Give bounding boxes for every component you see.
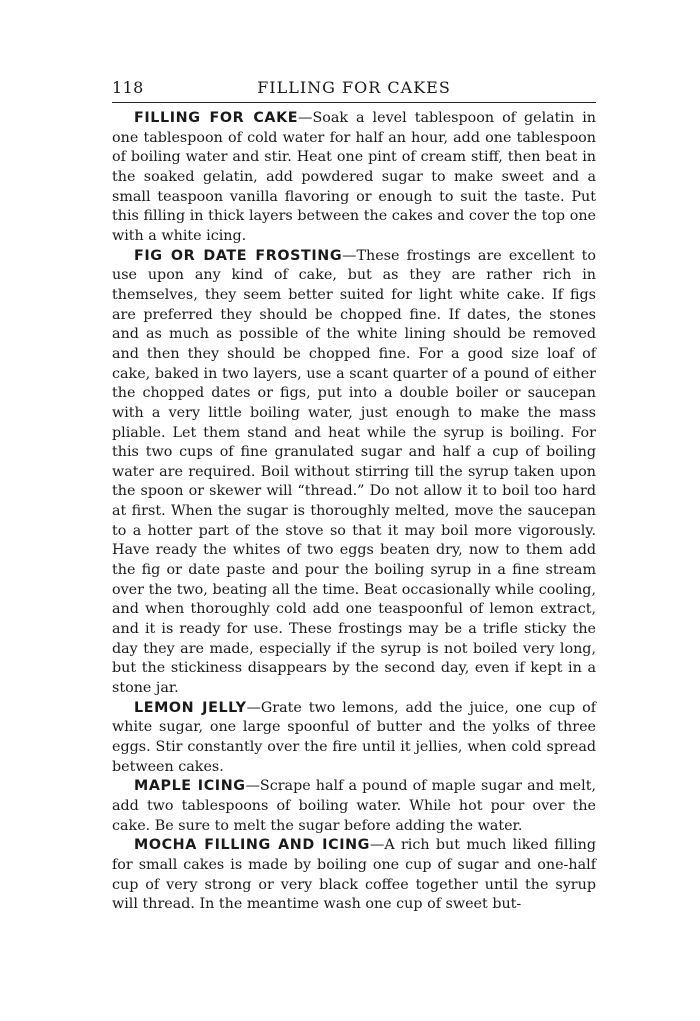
book-page	[112, 78, 596, 915]
recipe-text: —Soak a level tablespoon of gelatin in one tablespoon of cold water for half an hour, add one tablespoon of boiling water and stir. Heat one pint of cream stiff, then beat in the soaked gelatin, add powdered sugar to make sweet and a small teaspoon vanilla flavoring or enough to suit the taste. Put this filling in thick layers between the cakes and cover the top one with a white icing.	[112, 110, 596, 244]
recipe-text: —A rich but much liked filling for small cakes is made by boiling one cup of sugar and one-half cup of very strong or very black coffee together until the syrup will thread. In the meantime wash one cup of sweet but-	[112, 837, 596, 913]
recipe-mocha-filling-and-icing	[112, 836, 596, 915]
recipe-text: —Grate two lemons, add the juice, one cup of white sugar, one large spoonful of butter and the yolks of three eggs. Stir constantly over the fire until it jellies, when cold spread between cakes.	[112, 699, 596, 775]
recipe-title: FIG OR DATE FROSTING	[134, 247, 343, 264]
header-rule	[112, 102, 596, 103]
recipe-fig-or-date-frosting	[112, 247, 596, 699]
page-number: 118	[112, 78, 144, 97]
recipe-filling-for-cake	[112, 109, 596, 247]
recipe-text: —These frostings are excellent to use upon any kind of cake, but as they are rather rich in themselves, they seem better suited for light white cake. If figs are preferred they should be chopped fine. If dates, the stones and as much as possible of the white lining should be removed and then they should be chopped fine. For a good size loaf of cake, baked in two layers, use a scant quarter of a pound of either the chopped dates or figs, put into a double boiler or saucepan with a very little boiling water, just enough to make the mass pliable. Let them stand and heat while the syrup is boiling. For this two cups of fine granulated sugar and half a cup of boiling water are required. Boil without stirring till the syrup taken upon the spoon or skewer will “thread.” Do not allow it to boil too hard at first. When the sugar is thoroughly melted, move the saucepan to a hotter part of the stove so that it may boil more vigorously. Have ready the whites of two eggs beaten dry, now to them add the fig or date paste and pour the boiling syrup in a fine stream over the two, beating all the time. Beat occasionally while cooling, and when thoroughly cold add one teaspoonful of lemon extract, and it is ready for use. These frostings may be a trifle sticky the day they are made, especially if the syrup is not boiled very long, but the stickiness disappears by the second day, even if kept in a stone jar.	[112, 247, 596, 697]
recipe-maple-icing	[112, 777, 596, 836]
running-header	[112, 78, 596, 100]
recipe-title: MAPLE ICING	[134, 778, 246, 795]
recipe-title: LEMON JELLY	[134, 699, 247, 716]
recipe-text: —Scrape half a pound of maple sugar and melt, add two tablespoons of boiling water. While hot pour over the cake. Be sure to melt the sugar before adding the water.	[112, 778, 596, 834]
header-title: FILLING FOR CAKES	[257, 78, 451, 97]
recipe-title: MOCHA FILLING AND ICING	[134, 837, 371, 854]
recipe-lemon-jelly	[112, 699, 596, 778]
recipe-title: FILLING FOR CAKE	[134, 110, 299, 126]
